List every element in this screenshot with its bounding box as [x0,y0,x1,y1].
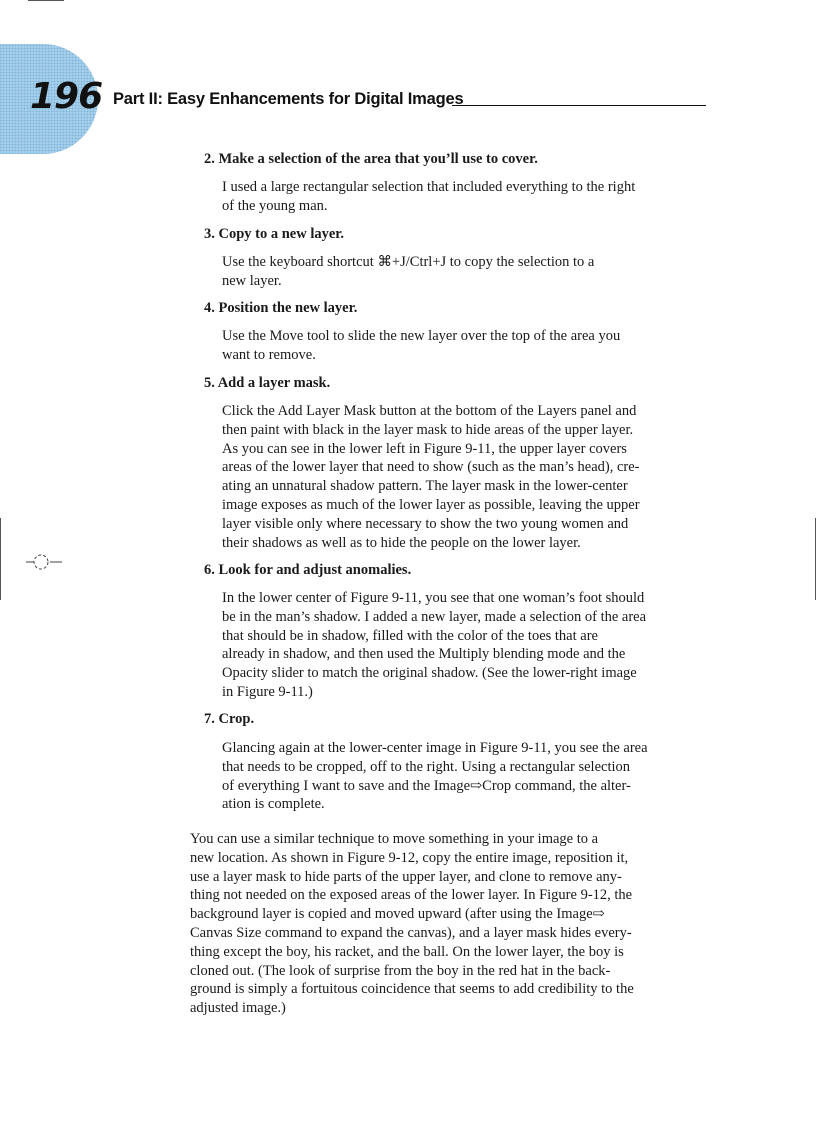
text-line: As you can see in the lower left in Figure 9-11, the upper layer covers [222,440,627,457]
step-title: 3. Copy to a new layer. [204,226,345,242]
text-line: of the young man. [222,197,328,214]
text-line: that needs to be cropped, off to the right. Using a rectangular selection [222,758,631,775]
step-body [222,253,710,291]
text-line: want to remove. [222,346,316,363]
text-line: Use the Move tool to slide the new layer over the top of the area you [222,328,621,344]
step-title: 4. Position the new layer. [204,300,358,316]
step-body [222,327,710,365]
registration-mark-icon [26,548,66,576]
text-line: be in the man’s shadow. I added a new layer, made a selection of the area [222,608,647,625]
text-line: In the lower center of Figure 9-11, you see that one woman’s foot should [222,590,645,606]
text-line: ation is complete. [222,796,325,813]
step-title: 7. Crop. [204,711,255,727]
text-line: background layer is copied and moved upward (after using the Image⇨ [190,906,605,923]
text-line: cloned out. (The look of surprise from the boy in the red hat in the back- [190,962,611,979]
page-number: 196 [30,76,103,117]
header-rule [452,105,706,106]
running-head: Part II: Easy Enhancements for Digital Images [113,90,464,108]
text-line: You can use a similar technique to move something in your image to a [190,831,599,847]
text-line: use a layer mask to hide parts of the upper layer, and clone to remove any- [190,868,622,885]
text-line: I used a large rectangular selection that included everything to the right [222,179,636,195]
step-body [222,402,710,552]
step-title: 6. Look for and adjust anomalies. [204,562,412,578]
text-line: that should be in shadow, filled with the color of the toes that are [222,627,598,644]
text-line: image exposes as much of the lower layer as possible, leaving the upper [222,496,640,513]
text-line: ground is simply a fortuitous coincidence that seems to add credibility to the [190,981,634,998]
step-body [222,739,710,814]
text-line: Glancing again at the lower-center image in Figure 9-11, you see the area [222,740,648,756]
step-title: 2. Make a selection of the area that you’ll use to cover. [204,151,538,167]
text-line: Opacity slider to match the original shadow. (See the lower-right image [222,665,637,682]
text-line: layer visible only where necessary to show the two young women and [222,515,629,532]
text-line: then paint with black in the layer mask to hide areas of the upper layer. [222,421,634,438]
body-paragraph [190,830,710,1018]
text-line: new location. As shown in Figure 9-12, copy the entire image, reposition it, [190,849,629,866]
text-line: thing except the boy, his racket, and the ball. On the lower layer, the boy is [190,943,624,960]
crop-mark-top [28,0,64,1]
step-body [222,178,710,216]
text-line: Use the keyboard shortcut ⌘+J/Ctrl+J to copy the selection to a [222,254,595,270]
step-body [222,589,710,702]
text-line: of everything I want to save and the Image⇨Crop command, the alter- [222,777,631,794]
text-line: already in shadow, and then used the Multiply blending mode and the [222,646,626,663]
text-line: in Figure 9-11.) [222,683,313,700]
text-line: areas of the lower layer that need to show (such as the man’s head), cre- [222,459,640,476]
text-line: thing not needed on the exposed areas of the lower layer. In Figure 9-12, the [190,887,633,904]
text-line: Click the Add Layer Mask button at the bottom of the Layers panel and [222,403,637,419]
text-line: Canvas Size command to expand the canvas), and a layer mask hides every- [190,924,632,941]
text-line: adjusted image.) [190,1000,286,1017]
text-line: ating an unnatural shadow pattern. The layer mask in the lower-center [222,478,628,495]
crop-mark-left [0,518,1,600]
text-line: new layer. [222,272,282,289]
step-title: 5. Add a layer mask. [204,375,331,391]
text-line: their shadows as well as to hide the people on the lower layer. [222,534,581,551]
